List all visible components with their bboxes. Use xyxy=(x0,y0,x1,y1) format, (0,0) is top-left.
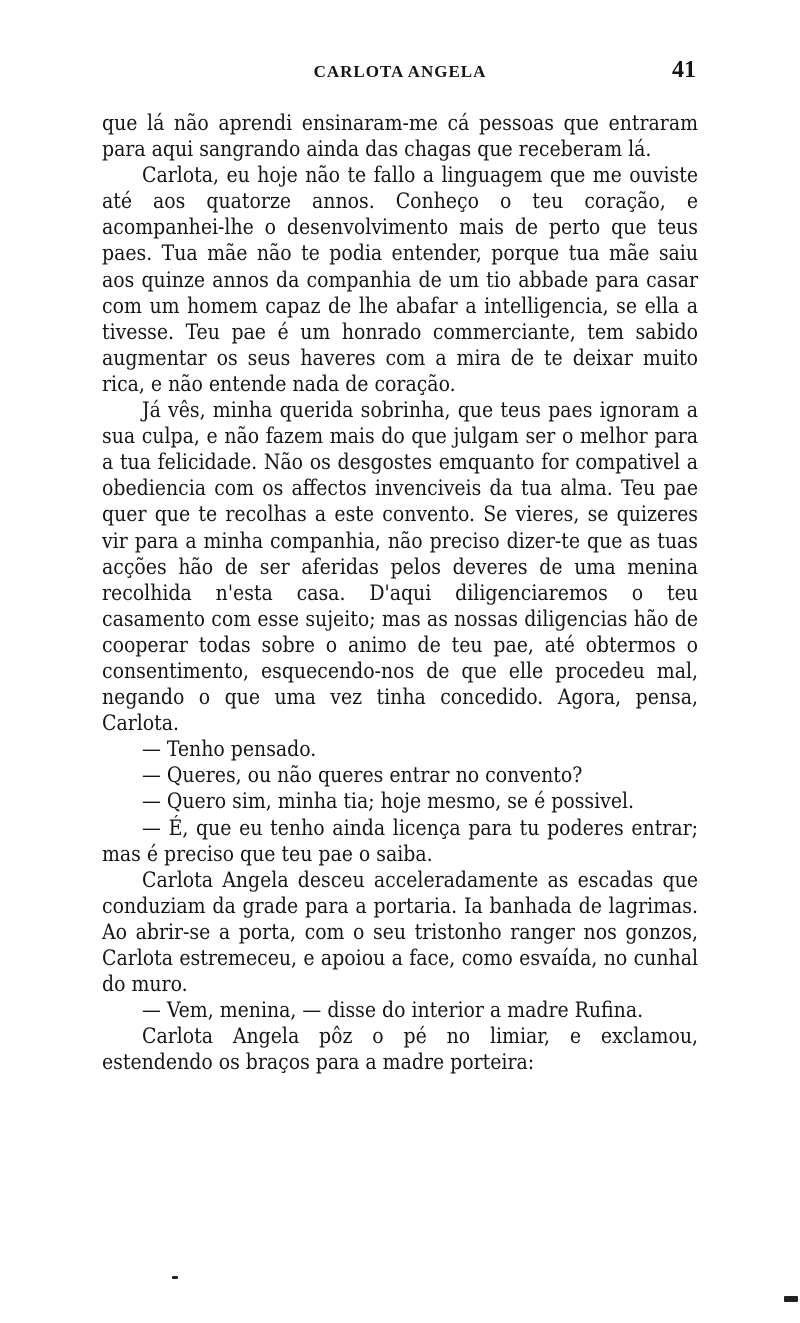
dialogue-line: — Quero sim, minha tia; hoje mesmo, se é possivel. xyxy=(142,789,635,814)
paragraph: Carlota, eu hoje não te fallo a linguagem que me ouviste até aos quatorze annos. Conheço o teu coração, e acompanhei-lhe o desenvolvimento mais de perto que teus paes. Tua mãe não te podia entender, porque tua mãe saiu aos quinze annos da companhia de um tio abbade para casar com um homem capaz de lhe abafar a intelligencia, se ella a tivesse. Teu pae é um honrado commerciante, tem sabido augmentar os seus haveres com a mira de te deixar muito rica, e não entende nada de coração. xyxy=(102,163,698,396)
dialogue-line: — É, que eu tenho ainda licença para tu poderes entrar; mas é preciso que teu pae o saiba. xyxy=(102,815,698,866)
dialogue-line: — Queres, ou não queres entrar no convento? xyxy=(142,763,583,788)
paragraph: Carlota Angela pôz o pé no limiar, e exclamou, estendendo os braços para a madre porteira: xyxy=(102,1024,698,1075)
paragraph-continuation: que lá não aprendi ensinaram-me cá pessoas que entraram para aqui sangrando ainda das chagas que receberam lá. xyxy=(102,111,698,162)
scan-speck xyxy=(172,1276,178,1279)
paragraph: Já vês, minha querida sobrinha, que teus paes ignoram a sua culpa, e não fazem mais do que julgam ser o melhor para a tua felicidade. Não os desgostes emquanto for compativel a obediencia com os affectos invenciveis da tua alma. Teu pae quer que te recolhas a este convento. Se vieres, se quizeres vir para a minha companhia, não preciso dizer-te que as tuas acções hão de ser aferidas pelos deveres de uma menina recolhida n'esta casa. D'aqui diligenciaremos o teu casamento com esse sujeito; mas as nossas diligencias hão de cooperar todas sobre o animo de teu pae, até obtermos o consentimento, esquecendo-nos de que elle procedeu mal, negando o que uma vez tinha concedido. Agora, pensa, Carlota. xyxy=(102,398,698,736)
page-number: 41 xyxy=(672,57,696,83)
body-text xyxy=(102,110,698,1075)
dialogue-line: — Vem, menina, — disse do interior a madre Rufina. xyxy=(142,998,644,1023)
running-title: CARLOTA ANGELA xyxy=(313,62,487,81)
paragraph: Carlota Angela desceu acceleradamente as escadas que conduziam da grade para a portaria. Ia banhada de lagrimas. Ao abrir-se a porta, com o seu tristonho ranger nos gonzos, Carlota estremeceu, e apoiou a face, como esvaída, no cunhal do muro. xyxy=(102,867,698,997)
dialogue-line: — Tenho pensado. xyxy=(142,737,317,762)
scan-speck xyxy=(784,1296,798,1302)
